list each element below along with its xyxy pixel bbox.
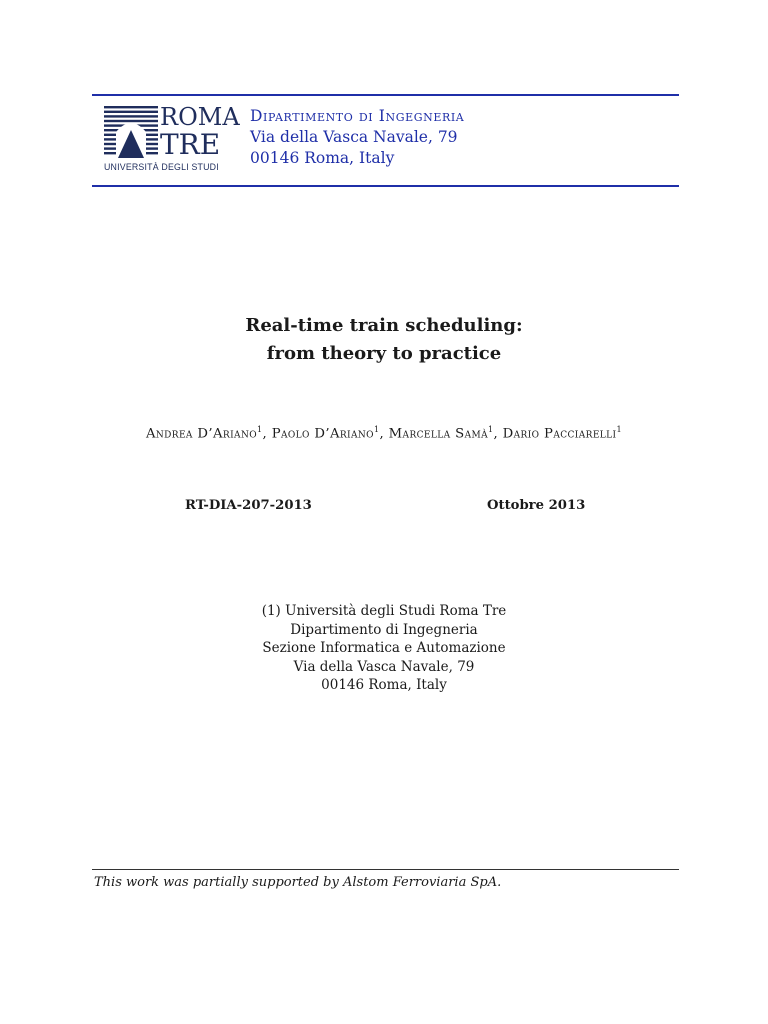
title-line-2: from theory to practice — [266, 343, 502, 364]
logo-subtitle: UNIVERSITÀ DEGLI STUDI — [104, 162, 219, 172]
university-emblem-icon — [104, 106, 158, 160]
title-line-1: Real-time train scheduling: — [245, 315, 523, 336]
report-date: Ottobre 2013 — [487, 498, 586, 513]
author-name: Marcella Samà — [388, 426, 488, 442]
report-id: RT-DIA-207-2013 — [185, 498, 312, 513]
department-street: Via della Vasca Navale, 79 — [250, 128, 458, 146]
logo-wordmark-tre: TRE — [160, 128, 221, 161]
header-bottom-rule — [92, 185, 679, 187]
department-address — [250, 106, 464, 169]
author-affiliation-mark: 1 — [487, 425, 494, 434]
author-affiliation-mark: 1 — [373, 425, 380, 434]
author-affiliation-mark: 1 — [257, 425, 263, 434]
affiliation-line: Sezione Informatica e Automazione — [262, 640, 506, 656]
author-list: Andrea D’Ariano$^1$, Paolo D’Ariano$^1$, Marcella Samà$^1$, Dario Pacciarelli$^1$ — [145, 425, 623, 442]
affiliation-block — [0, 602, 768, 695]
department-city: 00146 Roma, Italy — [250, 149, 395, 167]
roma-tre-logo — [102, 103, 240, 176]
logo-wordmark-roma: ROMA — [160, 103, 240, 131]
affiliation-line: Via della Vasca Navale, 79 — [293, 658, 475, 675]
affiliation-line: Dipartimento di Ingegneria — [290, 621, 478, 638]
affiliation-line: (1) Università degli Studi Roma Tre — [261, 603, 507, 619]
author-name: Dario Pacciarelli — [502, 426, 617, 442]
author-name: Andrea D’Ariano — [145, 426, 257, 442]
header-top-rule — [92, 94, 679, 96]
funding-footnote: This work was partially supported by Alstom Ferroviaria SpA. — [94, 875, 502, 890]
department-name: Dipartimento di Ingegneria — [250, 107, 465, 125]
report-title — [0, 312, 768, 368]
footnote-rule — [92, 869, 679, 870]
author-name: Paolo D’Ariano — [271, 426, 374, 442]
affiliation-line: 00146 Roma, Italy — [321, 677, 447, 693]
author-affiliation-mark: 1 — [616, 425, 623, 434]
